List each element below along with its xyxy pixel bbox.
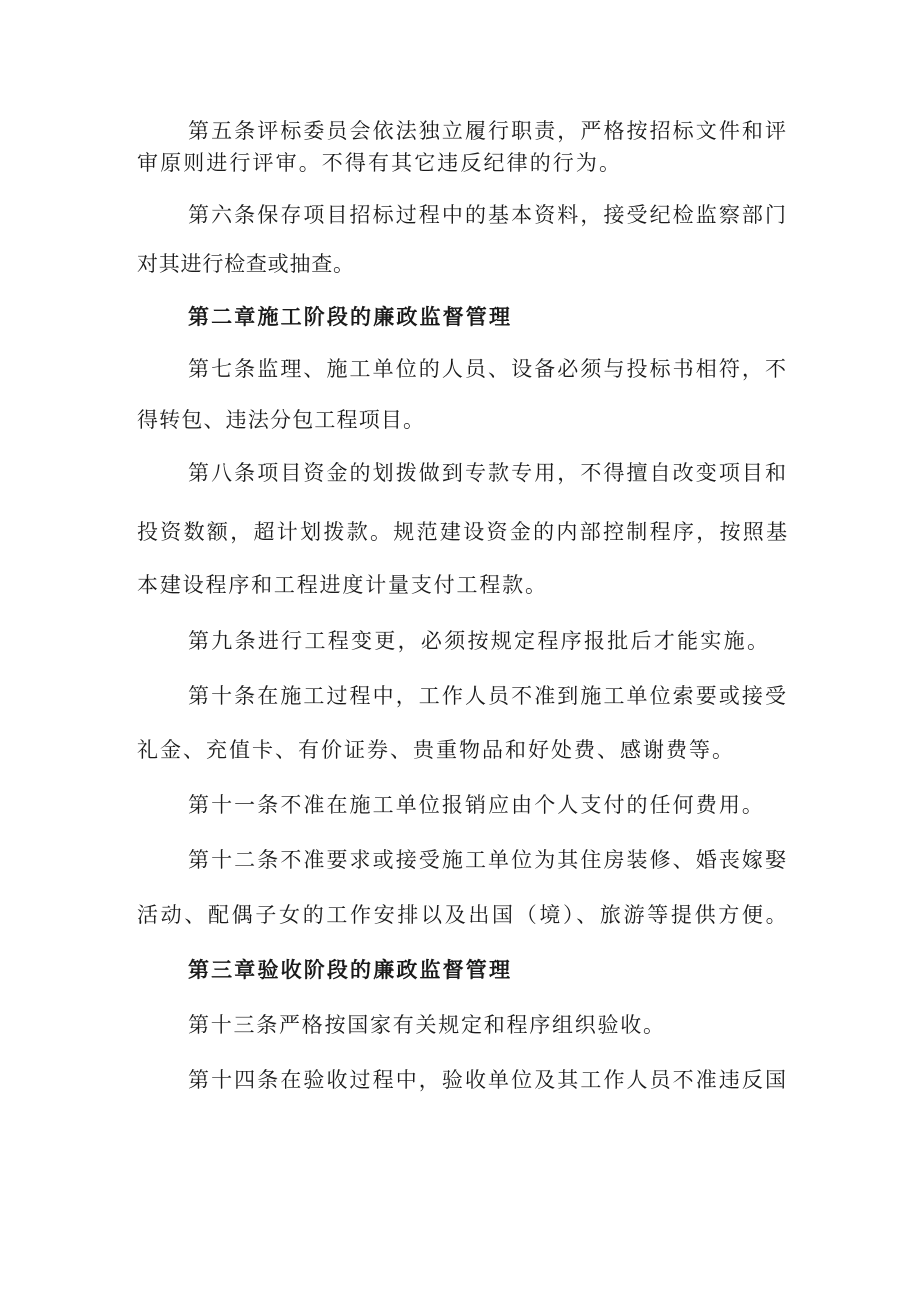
text-line: 本建设程序和工程进度计量支付工程款。 — [137, 573, 548, 597]
text-line: 第十三条严格按国家有关规定和程序组织验收。 — [188, 1013, 666, 1037]
text-line: 对其进行检查或抽查。 — [137, 252, 355, 276]
text-line: 第十一条不准在施工单位报销应由个人支付的任何费用。 — [188, 793, 765, 817]
text-line: 第八条项目资金的划拨做到专款专用，不得擅自改变项目和 — [188, 461, 789, 485]
text-line: 得转包、违法分包工程项目。 — [137, 408, 426, 432]
chapter-heading: 第三章验收阶段的廉政监督管理 — [188, 958, 513, 982]
text-line: 第十条在施工过程中，工作人员不准到施工单位索要或接受 — [188, 684, 789, 708]
text-line: 活动、配偶子女的工作安排以及出国（境）、旅游等提供方便。 — [137, 903, 790, 927]
text-line: 第十二条不准要求或接受施工单位为其住房装修、婚丧嫁娶 — [188, 848, 789, 872]
text-line: 礼金、充值卡、有价证券、贵重物品和好处费、感谢费等。 — [137, 738, 735, 762]
text-line: 第九条进行工程变更，必须按规定程序报批后才能实施。 — [188, 629, 771, 653]
chapter-heading: 第二章施工阶段的廉政监督管理 — [188, 305, 513, 329]
text-line: 第七条监理、施工单位的人员、设备必须与投标书相符，不 — [188, 357, 789, 381]
text-line: 第六条保存项目招标过程中的基本资料，接受纪检监察部门 — [188, 203, 789, 227]
text-line: 审原则进行评审。不得有其它违反纪律的行为。 — [137, 151, 623, 175]
text-line: 投资数额，超计划拨款。规范建设资金的内部控制程序，按照基 — [137, 520, 790, 544]
text-line: 第十四条在验收过程中，验收单位及其工作人员不准违反国 — [188, 1068, 789, 1092]
text-line: 第五条评标委员会依法独立履行职责，严格按招标文件和评 — [188, 119, 789, 143]
